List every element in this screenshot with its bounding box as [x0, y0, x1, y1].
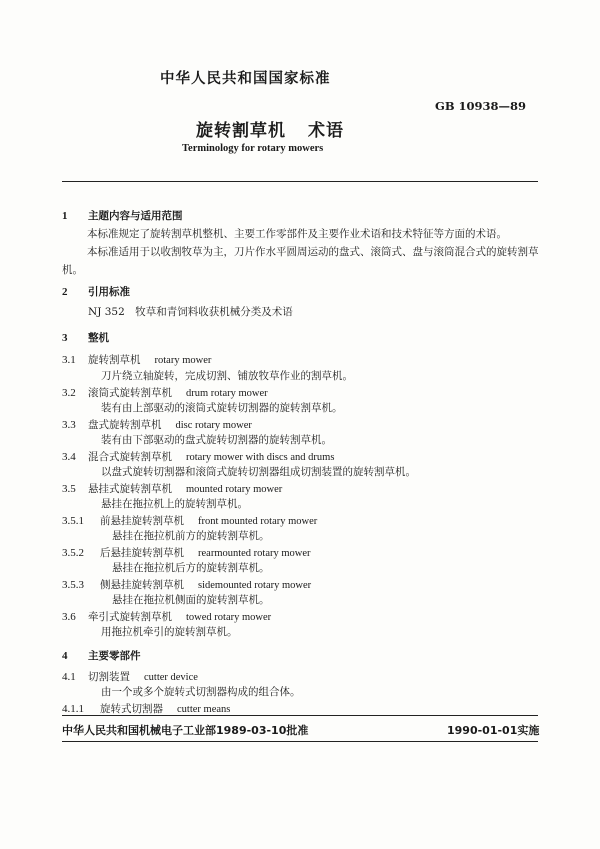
term-4-1-1: 4.1.1 旋转式切割器 cutter means [62, 703, 231, 715]
section-1-paragraph-1: 本标准规定了旋转割草机整机、主要工作零部件及主要作业术语和技术特征等方面的术语。 [87, 228, 507, 240]
title-part-2: 术语 [308, 121, 344, 141]
term-4-1: 4.1 切割装置 cutter device [62, 671, 198, 683]
section-1-paragraph-2: 本标准适用于以收割牧草为主，刀片作水平圆周运动的盘式、滚筒式、盘与滚筒混合式的旋转割草机。 [62, 246, 539, 276]
standard-number: GB 10938—89 [435, 99, 527, 113]
footer-rule-top [62, 715, 538, 716]
footer-rule-bottom [62, 741, 538, 742]
document-title [196, 116, 344, 141]
term-3-1: 3.1 旋转割草机 rotary mower [62, 354, 212, 366]
approval-line: 中华人民共和国机械电子工业部1989-03-10批准 [62, 724, 309, 737]
section-4-heading: 4 主要零部件 [62, 650, 141, 662]
term-3-2-definition: 装有由上部驱动的滚筒式旋转切割器的旋转割草机。 [101, 402, 343, 414]
term-3-6-definition: 用拖拉机牵引的旋转割草机。 [101, 626, 238, 638]
term-3-3-definition: 装有由下部驱动的盘式旋转切割器的旋转割草机。 [101, 434, 332, 446]
term-3-5-3-definition: 悬挂在拖拉机侧面的旋转割草机。 [112, 594, 270, 606]
term-3-5-1-definition: 悬挂在拖拉机前方的旋转割草机。 [112, 530, 270, 542]
reference-standard: NJ 352 牧草和青饲料收获机械分类及术语 [88, 306, 293, 318]
term-3-5-1: 3.5.1 前悬挂旋转割草机 front mounted rotary mower [62, 515, 318, 527]
issuing-agency: 中华人民共和国国家标准 [160, 71, 331, 87]
header-rule [62, 181, 538, 182]
term-3-5: 3.5 悬挂式旋转割草机 mounted rotary mower [62, 483, 283, 495]
term-3-5-2: 3.5.2 后悬挂旋转割草机 rearmounted rotary mower [62, 547, 311, 559]
section-1-heading: 1 主题内容与适用范围 [62, 210, 183, 222]
term-3-1-definition: 刀片绕立轴旋转，完成切割、铺放牧草作业的割草机。 [101, 370, 353, 382]
term-3-6: 3.6 牵引式旋转割草机 towed rotary mower [62, 611, 272, 623]
term-3-5-3: 3.5.3 侧悬挂旋转割草机 sidemounted rotary mower [62, 579, 312, 591]
term-3-5-definition: 悬挂在拖拉机上的旋转割草机。 [101, 498, 248, 510]
title-part-1: 旋转割草机 [196, 121, 286, 141]
term-3-2: 3.2 滚筒式旋转割草机 drum rotary mower [62, 387, 268, 399]
document-title-english: Terminology for rotary mowers [182, 143, 324, 154]
term-4-1-definition: 由一个或多个旋转式切割器构成的组合体。 [101, 686, 301, 698]
term-3-3: 3.3 盘式旋转割草机 disc rotary mower [62, 419, 252, 431]
section-3-heading: 3 整机 [62, 332, 109, 344]
term-3-5-2-definition: 悬挂在拖拉机后方的旋转割草机。 [112, 562, 270, 574]
effective-date: 1990-01-01实施 [447, 724, 540, 737]
term-3-4: 3.4 混合式旋转割草机 rotary mower with discs and drums [62, 451, 335, 463]
section-2-heading: 2 引用标准 [62, 286, 130, 298]
term-3-4-definition: 以盘式旋转切割器和滚筒式旋转切割器组成切割装置的旋转割草机。 [101, 466, 416, 478]
